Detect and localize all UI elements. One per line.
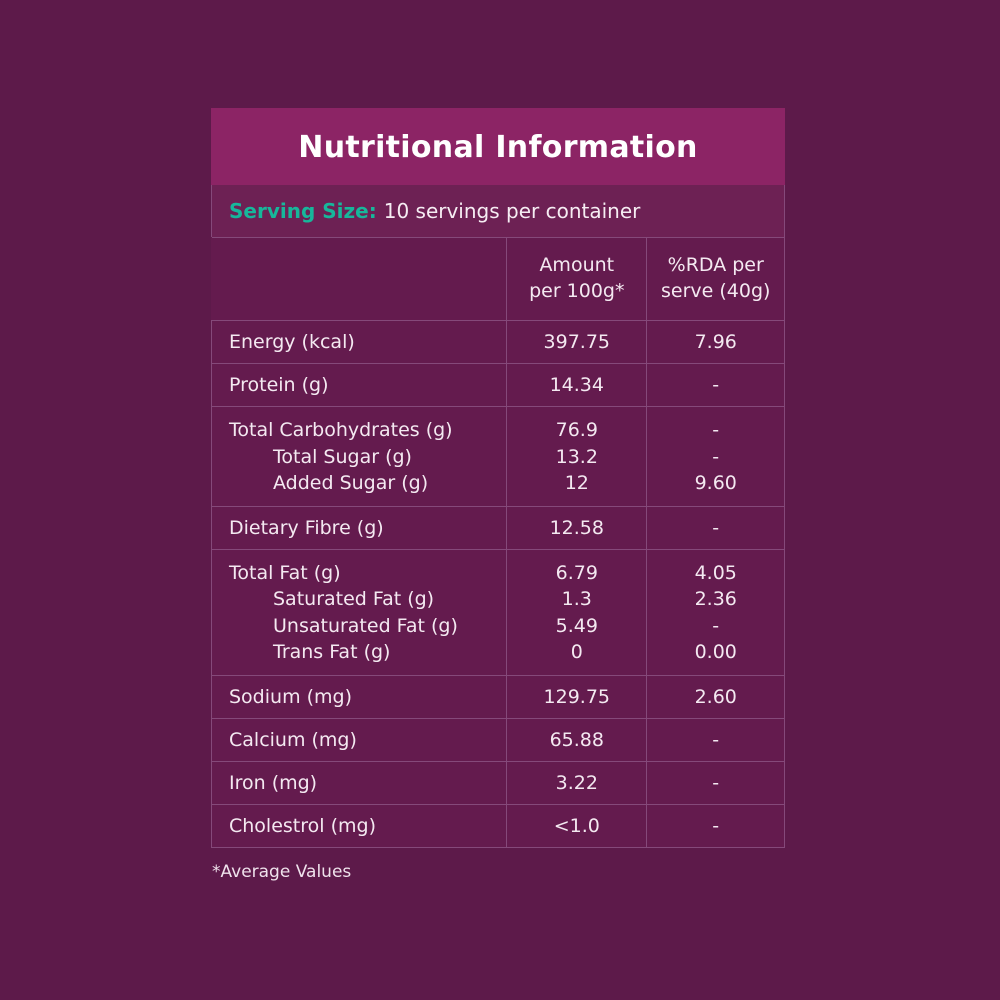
column-header-rda-line2: serve (40g) — [661, 280, 771, 303]
nutrient-name: Total Fat (g) — [229, 562, 341, 585]
nutrient-amount: 14.34 — [507, 364, 647, 407]
column-header-nutrient — [212, 238, 507, 321]
nutrient-rda: 2.36 — [694, 588, 737, 611]
nutrient-rda: - — [647, 804, 785, 847]
nutrient-name-sub: Unsaturated Fat (g) — [273, 614, 458, 637]
column-header-amount-line1: Amount — [539, 254, 615, 276]
nutrient-amount: <1.0 — [507, 804, 647, 847]
nutrient-rda: 7.96 — [647, 321, 785, 364]
nutrient-amount: 65.88 — [507, 718, 647, 761]
table-row — [212, 718, 785, 761]
nutrient-rda: 4.05 — [694, 562, 737, 585]
table-row — [212, 804, 785, 847]
table-row — [212, 407, 785, 507]
nutrient-amount: 129.75 — [507, 675, 647, 718]
nutrient-rda: - — [712, 614, 720, 637]
serving-size-row — [211, 185, 785, 237]
nutrient-rda: - — [647, 761, 785, 804]
nutrient-amount: 13.2 — [555, 445, 598, 468]
nutrition-panel — [211, 108, 785, 882]
nutrient-name: Energy (kcal) — [212, 321, 507, 364]
table-header-row — [212, 238, 785, 321]
nutrient-name-sub: Trans Fat (g) — [273, 640, 391, 663]
footnote: *Average Values — [212, 861, 352, 882]
table-header — [212, 238, 785, 321]
nutrient-rda: - — [647, 507, 785, 550]
nutrient-name-sub: Total Sugar (g) — [273, 445, 412, 468]
nutrient-name-group — [212, 550, 507, 676]
nutrient-amount: 1.3 — [561, 588, 592, 611]
nutrient-rda: - — [647, 718, 785, 761]
nutrient-amount: 12.58 — [507, 507, 647, 550]
nutrient-amount: 6.79 — [555, 562, 598, 585]
panel-header — [211, 108, 785, 185]
nutrient-name-sub: Saturated Fat (g) — [273, 588, 435, 611]
table-row — [212, 761, 785, 804]
nutrient-name: Iron (mg) — [212, 761, 507, 804]
nutrition-table — [211, 237, 785, 848]
nutrient-amount: 397.75 — [507, 321, 647, 364]
column-header-rda — [647, 238, 785, 321]
nutrient-name-group — [212, 407, 507, 507]
nutrient-rda: - — [647, 364, 785, 407]
nutrient-name: Calcium (mg) — [212, 718, 507, 761]
table-row — [212, 507, 785, 550]
serving-size-label: Serving Size: — [229, 199, 377, 223]
nutrient-rda-group — [647, 550, 785, 676]
nutrient-name-sub: Added Sugar (g) — [273, 471, 429, 494]
nutrient-amount: 12 — [564, 471, 589, 494]
table-row — [212, 550, 785, 676]
table-row — [212, 321, 785, 364]
nutrient-amount: 0 — [570, 640, 583, 663]
nutrient-rda: 9.60 — [694, 471, 737, 494]
nutrient-amount: 5.49 — [555, 614, 598, 637]
nutrient-name: Total Carbohydrates (g) — [229, 419, 453, 442]
nutrient-rda: - — [712, 445, 720, 468]
nutrient-amount: 3.22 — [507, 761, 647, 804]
nutrient-amount-group — [507, 550, 647, 676]
table-body — [212, 321, 785, 848]
page-title: Nutritional Information — [298, 130, 698, 165]
table-row — [212, 364, 785, 407]
table-row — [212, 675, 785, 718]
nutrient-rda-group — [647, 407, 785, 507]
column-header-rda-line1: %RDA per — [667, 254, 764, 276]
nutrient-name: Protein (g) — [212, 364, 507, 407]
column-header-amount — [507, 238, 647, 321]
column-header-amount-line2: per 100g* — [529, 280, 625, 303]
nutrient-name: Cholestrol (mg) — [212, 804, 507, 847]
nutrient-name: Dietary Fibre (g) — [212, 507, 507, 550]
nutrient-rda: - — [712, 419, 720, 442]
nutrient-rda: 2.60 — [647, 675, 785, 718]
nutrient-amount: 76.9 — [555, 419, 598, 442]
serving-size-value: 10 servings per container — [383, 199, 641, 223]
nutrient-name: Sodium (mg) — [212, 675, 507, 718]
nutrient-rda: 0.00 — [694, 640, 737, 663]
nutrient-amount-group — [507, 407, 647, 507]
